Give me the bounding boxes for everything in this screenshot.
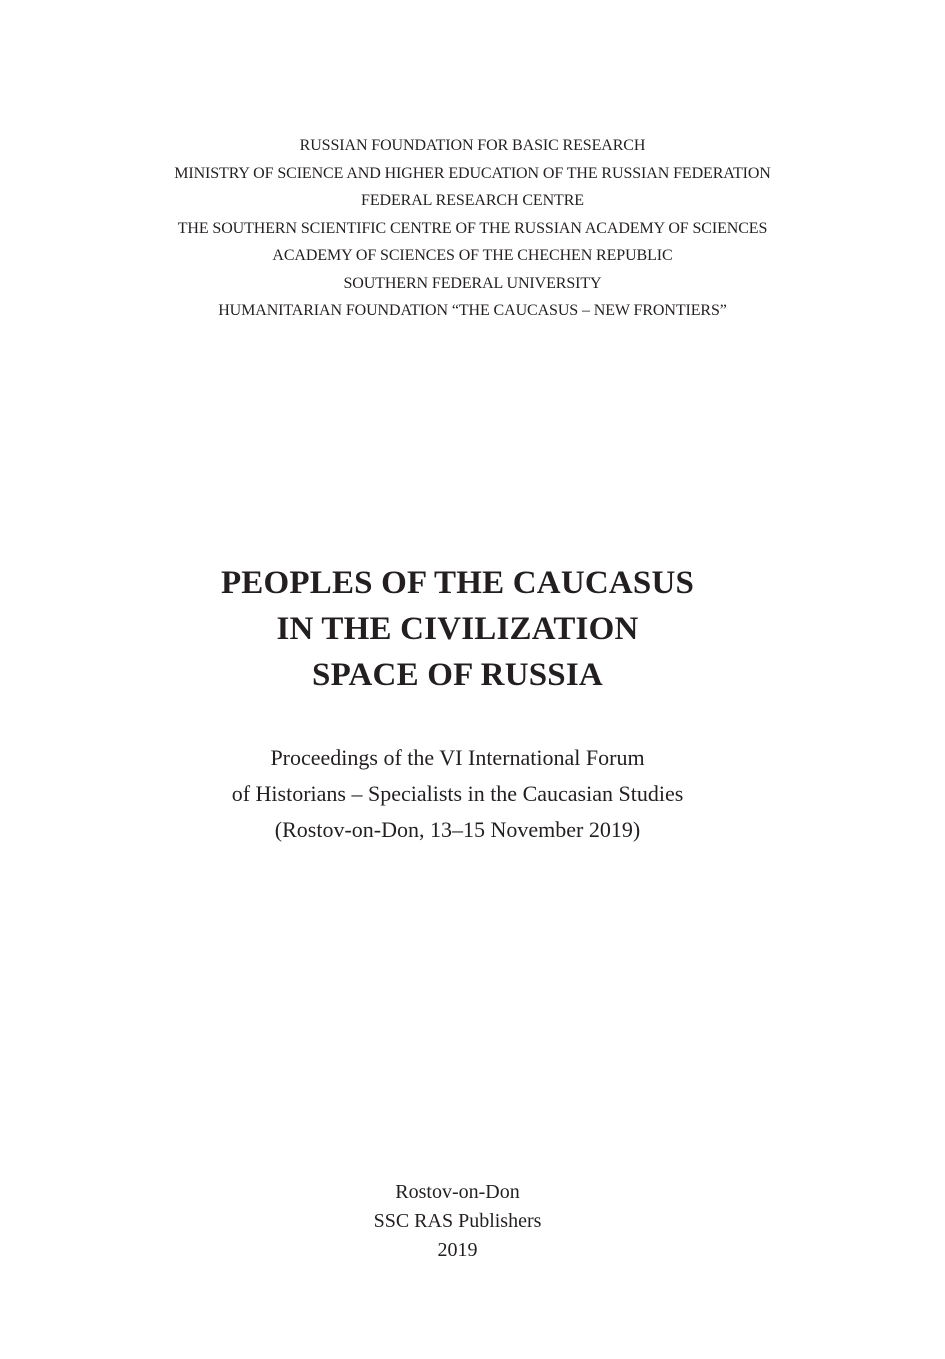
organization-line: RUSSIAN FOUNDATION FOR BASIC RESEARCH — [299, 137, 646, 154]
imprint-publisher: SSC RAS Publishers — [373, 1210, 542, 1232]
organization-line: THE SOUTHERN SCIENTIFIC CENTRE OF THE RUSSIAN ACADEMY OF SCIENCES — [177, 219, 768, 237]
subtitle-line: of Historians – Specialists in the Caucasian Studies — [231, 781, 684, 806]
subtitle-line: Proceedings of the VI International Forum — [270, 745, 645, 770]
organization-line: MINISTRY OF SCIENCE AND HIGHER EDUCATION OF THE RUSSIAN FEDERATION — [174, 164, 771, 182]
book-title-line: IN THE CIVILIZATION — [276, 611, 639, 647]
book-title — [0, 560, 915, 698]
imprint-city: Rostov-on-Don — [395, 1181, 520, 1203]
imprint-block — [0, 1178, 915, 1265]
book-title-line: PEOPLES OF THE CAUCASUS — [220, 565, 695, 601]
subtitle-line: (Rostov-on-Don, 13–15 November 2019) — [274, 817, 641, 842]
organization-line: SOUTHERN FEDERAL UNIVERSITY — [343, 274, 602, 292]
organization-line: FEDERAL RESEARCH CENTRE — [361, 192, 584, 209]
organization-line: HUMANITARIAN FOUNDATION “THE CAUCASUS – NEW FRONTIERS” — [218, 302, 727, 319]
organizations-block — [0, 132, 945, 325]
organization-line: ACADEMY OF SCIENCES OF THE CHECHEN REPUBLIC — [272, 247, 673, 264]
imprint-year: 2019 — [437, 1239, 478, 1261]
book-subtitle — [0, 740, 915, 848]
book-title-line: SPACE OF RUSSIA — [312, 657, 603, 693]
